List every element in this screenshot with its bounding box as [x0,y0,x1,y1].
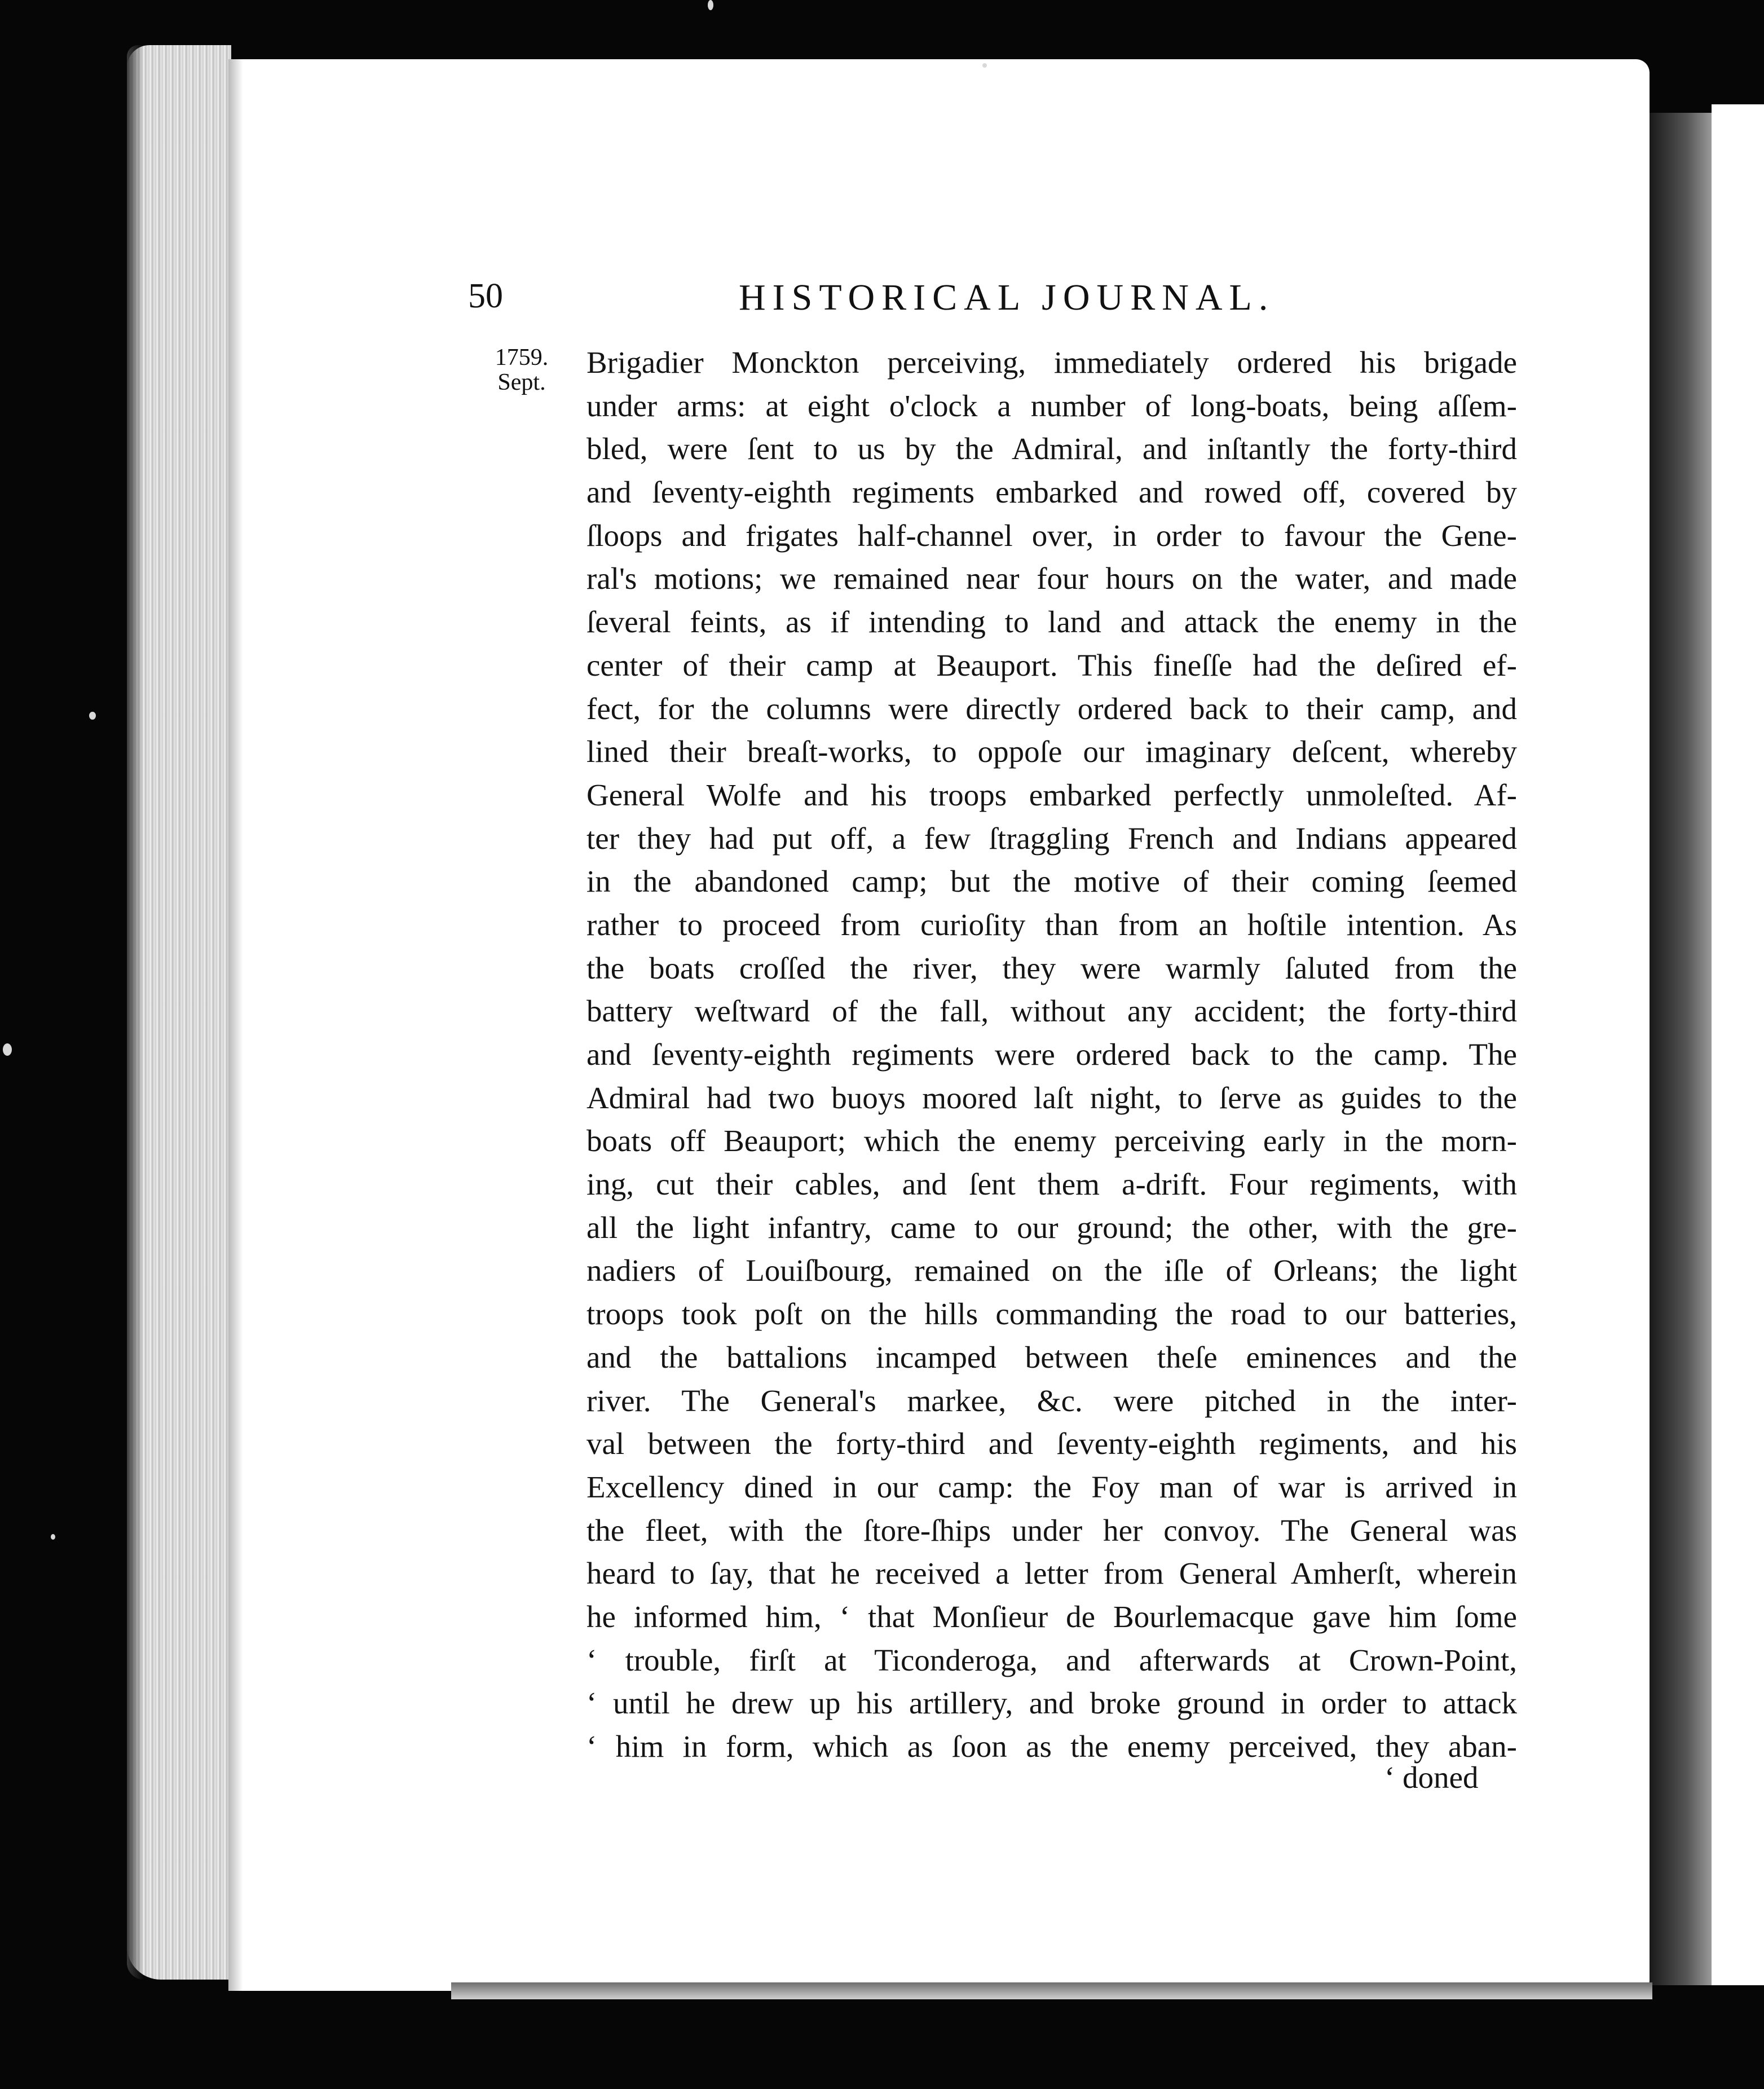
text-line: nadiers of Louiſbourg, remained on the iſle of Orleans; the light [586,1253,1517,1288]
text-line: the fleet, with the ſtore-ſhips under her convoy. The General was [586,1513,1517,1548]
text-line: lined their breaſt-works, to oppoſe our imaginary deſcent, whereby [586,734,1517,769]
text-line: river. The General's markee, &c. were pitched in the inter- [586,1383,1517,1418]
text-line: and the battalions incamped between theſe eminences and the [586,1339,1517,1374]
text-line: ‘ until he drew up his artillery, and broke ground in order to attack [586,1686,1517,1721]
text-line: Admiral had two buoys moored laſt night, to ſerve as guides to the [586,1080,1517,1115]
text-line: and ſeventy-eighth regiments embarked and rowed off, covered by [586,475,1517,510]
text-line: val between the forty-third and ſeventy-eighth regiments, and his [586,1426,1517,1461]
text-line: all the light infantry, came to our ground; the other, with the gre- [586,1210,1517,1245]
text-line: and ſeventy-eighth regiments were ordered back to the camp. The [586,1037,1517,1072]
text-line: ral's motions; we remained near four hours on the water, and made [586,561,1517,596]
right-binding-shadow [1650,113,1712,1985]
text-line: fect, for the columns were directly ordered back to their camp, and [586,691,1517,726]
margin-year: 1759. [495,345,549,371]
catchword: ‘ doned [1384,1760,1479,1795]
text-line: center of their camp at Beauport. This fineſſe had the deſired ef- [586,647,1517,682]
text-line: heard to ſay, that he received a letter from General Amherſt, wherein [586,1556,1517,1591]
text-line: ‘ him in form, which as ſoon as the enemy perceived, they aban- [586,1729,1517,1764]
scan-speck [89,712,96,720]
text-line: ter they had put off, a few ſtraggling French and Indians appeared [586,821,1517,856]
next-page-sliver [1712,104,1764,1985]
page-gutter-shading [228,59,243,1991]
text-line: the boats croſſed the river, they were warmly ſaluted from the [586,950,1517,985]
scan-speck [51,1534,55,1540]
text-line: Excellency dined in our camp: the Foy man of war is arrived in [586,1469,1517,1504]
text-line: battery weſtward of the fall, without any accident; the forty-third [586,994,1517,1029]
running-title: HISTORICAL JOURNAL. [739,277,1275,318]
text-line: ſloops and frigates half-channel over, in order to favour the Gene- [586,518,1517,553]
page-number: 50 [468,277,503,315]
text-line: General Wolfe and his troops embarked perfectly unmoleſted. Af- [586,777,1517,812]
margin-month: Sept. [497,369,546,395]
bottom-page-shadow [451,1982,1652,1999]
text-line: ‘ trouble, firſt at Ticonderoga, and afterwards at Crown-Point, [586,1642,1517,1677]
left-edge-shadow [127,45,144,1980]
scan-speck [708,0,713,10]
text-line: he informed him, ‘ that Monſieur de Bourlemacque gave him ſome [586,1599,1517,1634]
scan-speck [3,1043,12,1056]
scan-speck [982,63,987,68]
text-line: boats off Beauport; which the enemy perceiving early in the morn- [586,1123,1517,1158]
text-line: ing, cut their cables, and ſent them a-drift. Four regiments, with [586,1167,1517,1202]
text-line: bled, were ſent to us by the Admiral, and inſtantly the forty-third [586,431,1517,466]
body-text [586,341,1517,1769]
text-line: troops took poſt on the hills commanding the road to our batteries, [586,1297,1517,1332]
text-line: ſeveral feints, as if intending to land and attack the enemy in the [586,605,1517,640]
text-line: in the abandoned camp; but the motive of their coming ſeemed [586,864,1517,899]
text-line: under arms: at eight o'clock a number of long-boats, being aſſem- [586,388,1517,423]
margin-date-note [485,345,558,395]
text-line: rather to proceed from curioſity than from an hoſtile intention. As [586,907,1517,942]
text-line: Brigadier Monckton perceiving, immediately ordered his brigade [586,345,1517,380]
